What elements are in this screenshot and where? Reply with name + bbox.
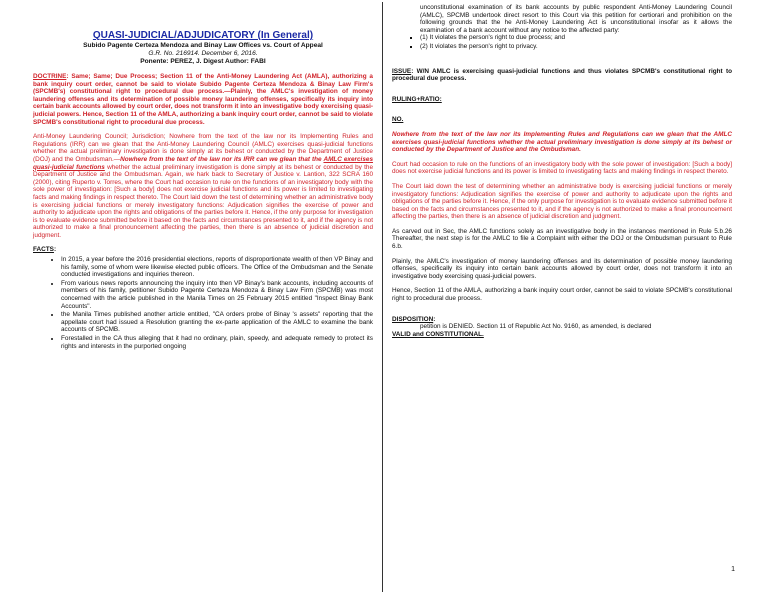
jurisdiction-paragraph: Anti-Money Laundering Council; Jurisdiction; Nowhere from the text of the law nor its Implementing Rules and Regulations (IRR) can we glean that the Anti-Money Laundering Council (AMLC) exercises quasi-judicial functions whether the actual preliminary investigation is done simply at its behest or conducted by the Department of Justice (DOJ) and the Ombudsman.—Nowhere from the text of the law nor its IRR can we glean that the AMLC exercises quasi-judicial functions whether the actual preliminary investigation is done simply at its behest or conducted by the Department of Justice and the Ombudsman. Again, we hark back to Secretary of Justice v. Lantion, 322 SCRA 160 (2000), citing Ruperto v. Torres, where the Court had occasion to rule on the functions of an investigatory body with the sole power of investigation: [Such a body] does not exercise judicial functions and its power is limited to investigating facts and making findings in respect thereto. The Court laid down the test of determining whether an administrative body is exercising judicial functions or merely investigatory functions: Adjudication signifies the exercise of power and authority to adjudicate upon the rights and obligations of the parties before it. Hence, if the only purpose for investigation is to evaluate evidence submitted before it based on the facts and circumstances presented to it, and if the agency is not authorized to make a final pronouncement affecting the parties, then there is an absence of judicial discretion and judgment.	[33, 133, 373, 239]
list-item: ▪ (2) It violates the person's right to privacy.	[420, 43, 732, 51]
ruling-paragraph-5: Plainly, the AMLC's investigation of money laundering offenses and its determination of possible money laundering offenses, specifically its inquiry into certain bank accounts allowed by court order, does not transform it into an investigative body exercising quasi-judicial powers.	[392, 257, 732, 280]
answer-label: NO.	[392, 116, 404, 124]
doctrine-paragraph: DOCTRINE: Same; Same; Due Process; Section 11 of the Anti-Money Laundering Act (AMLA), authorizing a bank inquiry court order, cannot be said to violate Subido Pagente Certeza Mendoza & Binay Law Firm's (SPCMB's) constitutional right to procedural due process.—Plainly, the AMLC's investigation of money laundering offenses and its determination of possible money laundering offenses, specifically its inquiry into certain bank accounts allowed by court order, does not transform it into an investigative body exercising quasi-judicial powers. Hence, Section 11 of the AMLA, authorizing a bank inquiry court order, cannot be said to violate SPCMB's constitutional right to procedural due process.	[33, 73, 373, 126]
grounds-list	[392, 34, 732, 50]
ruling-heading: RULING+RATIO:	[392, 95, 442, 103]
doctrine-label: DOCTRINE	[33, 73, 67, 80]
right-column	[392, 4, 732, 338]
page-number: 1	[731, 566, 735, 573]
ruling-paragraph-3: The Court laid down the test of determining whether an administrative body is exercising judicial functions or merely investigatory functions: Adjudication signifies the exercise of power and authority to adjudicate upon the rights and obligations of the parties before it. Hence, if the only purpose for investigation is to evaluate evidence submitted before it based on the facts and circumstances presented to it, and if the agency is not authorized to make a final pronouncement affecting the parties, then there is an absence of judicial discretion and judgment.	[392, 182, 732, 221]
ponente-line: Ponente: PEREZ, J. Digest Author: FABI	[140, 58, 266, 65]
disposition-heading: DISPOSITION:	[392, 315, 436, 323]
ruling-paragraph-4: As carved out in Sec, the AMLC functions solely as an investigative body in the instances mentioned in Rule 5.b.26 Thereafter, the next step is for the AMLC to file a Complaint with either the DOJ or the Ombudsman pursuant to Rule 6.b.	[392, 227, 732, 251]
list-item: • From various news reports announcing the inquiry into then VP Binay's bank accounts, including accounts of members of his family, petitioner Subido Pagente Certeza Mendoza & Binay Law Firm (SPCMB) was most concerned with the article published in the Manila Times on 25 February 2015 entitled "Inspect Binay Bank Accounts".	[61, 280, 373, 310]
gr-number: G.R. No. 216914. December 6, 2016.	[148, 50, 258, 57]
ruling-paragraph-2: Court had occasion to rule on the functions of an investigatory body with the sole power of investigation: [Such a body] does not exercise judicial functions and its power is limited to investigating facts and making findings in respect thereto.	[392, 160, 732, 176]
page-title: QUASI-JUDICIAL/ADJUDICATORY (In General)	[92, 30, 314, 41]
issue-paragraph: ISSUE: W/N AMLC is exercising quasi-judicial functions and thus violates SPCMB's constitutional right to procedural due process.	[392, 67, 732, 83]
disposition-text: petition is DENIED. Section 11 of Republic Act No. 9160, as amended, is declared	[420, 323, 652, 331]
left-column	[33, 0, 373, 351]
column-divider	[382, 2, 383, 592]
facts-heading: FACTS:	[33, 246, 57, 254]
continued-paragraph: unconstitutional examination of its bank accounts by public respondent Anti-Money Laundering Council (AMLC), SPCMB undertook direct resort to this Court via this petition for certiorari and prohibition on the following grounds that the he Anti-Money Laundering Act is unconstitutional insofar as it allows the examination of a bank account without any notice to the affected party:	[420, 4, 732, 34]
list-item: • Forestalled in the CA thus alleging that it had no ordinary, plain, speedy, and adequate remedy to protect its rights and interests in the purported ongoing	[61, 335, 373, 350]
case-citation: Subido Pagente Certeza Mendoza and Binay Law Offices vs. Court of Appeal	[83, 42, 323, 49]
list-item: • In 2015, a year before the 2016 presidential elections, reports of disproportionate wealth of then VP Binay and his family, some of whom were likewise elected public officers. The Office of the Ombudsman and the Senate conducted investigations and inquiries thereon.	[61, 256, 373, 279]
ruling-paragraph-6: Hence, Section 11 of the AMLA, authorizing a bank inquiry court order, cannot be said to violate SPCMB's constitutional right to procedural due process.	[392, 287, 732, 303]
disposition-verdict: VALID and CONSTITUTIONAL.	[392, 330, 484, 338]
list-item: • the Manila Times published another article entitled, "CA orders probe of Binay 's assets" reporting that the appellate court had issued a Resolution granting the ex-parte application of the AMLC to examine the bank accounts of SPCMB.	[61, 311, 373, 334]
list-item: ▪ (1) It violates the person's right to due process; and	[420, 34, 732, 42]
facts-list	[33, 256, 373, 350]
ruling-paragraph-1: Nowhere from the text of the law nor its Implementing Rules and Regulations can we glean that the AMLC exercises quasi-judicial functions whether the actual preliminary investigation is done simply at its behest or conducted by the Department of Justice and the Ombudsman.	[392, 130, 732, 154]
